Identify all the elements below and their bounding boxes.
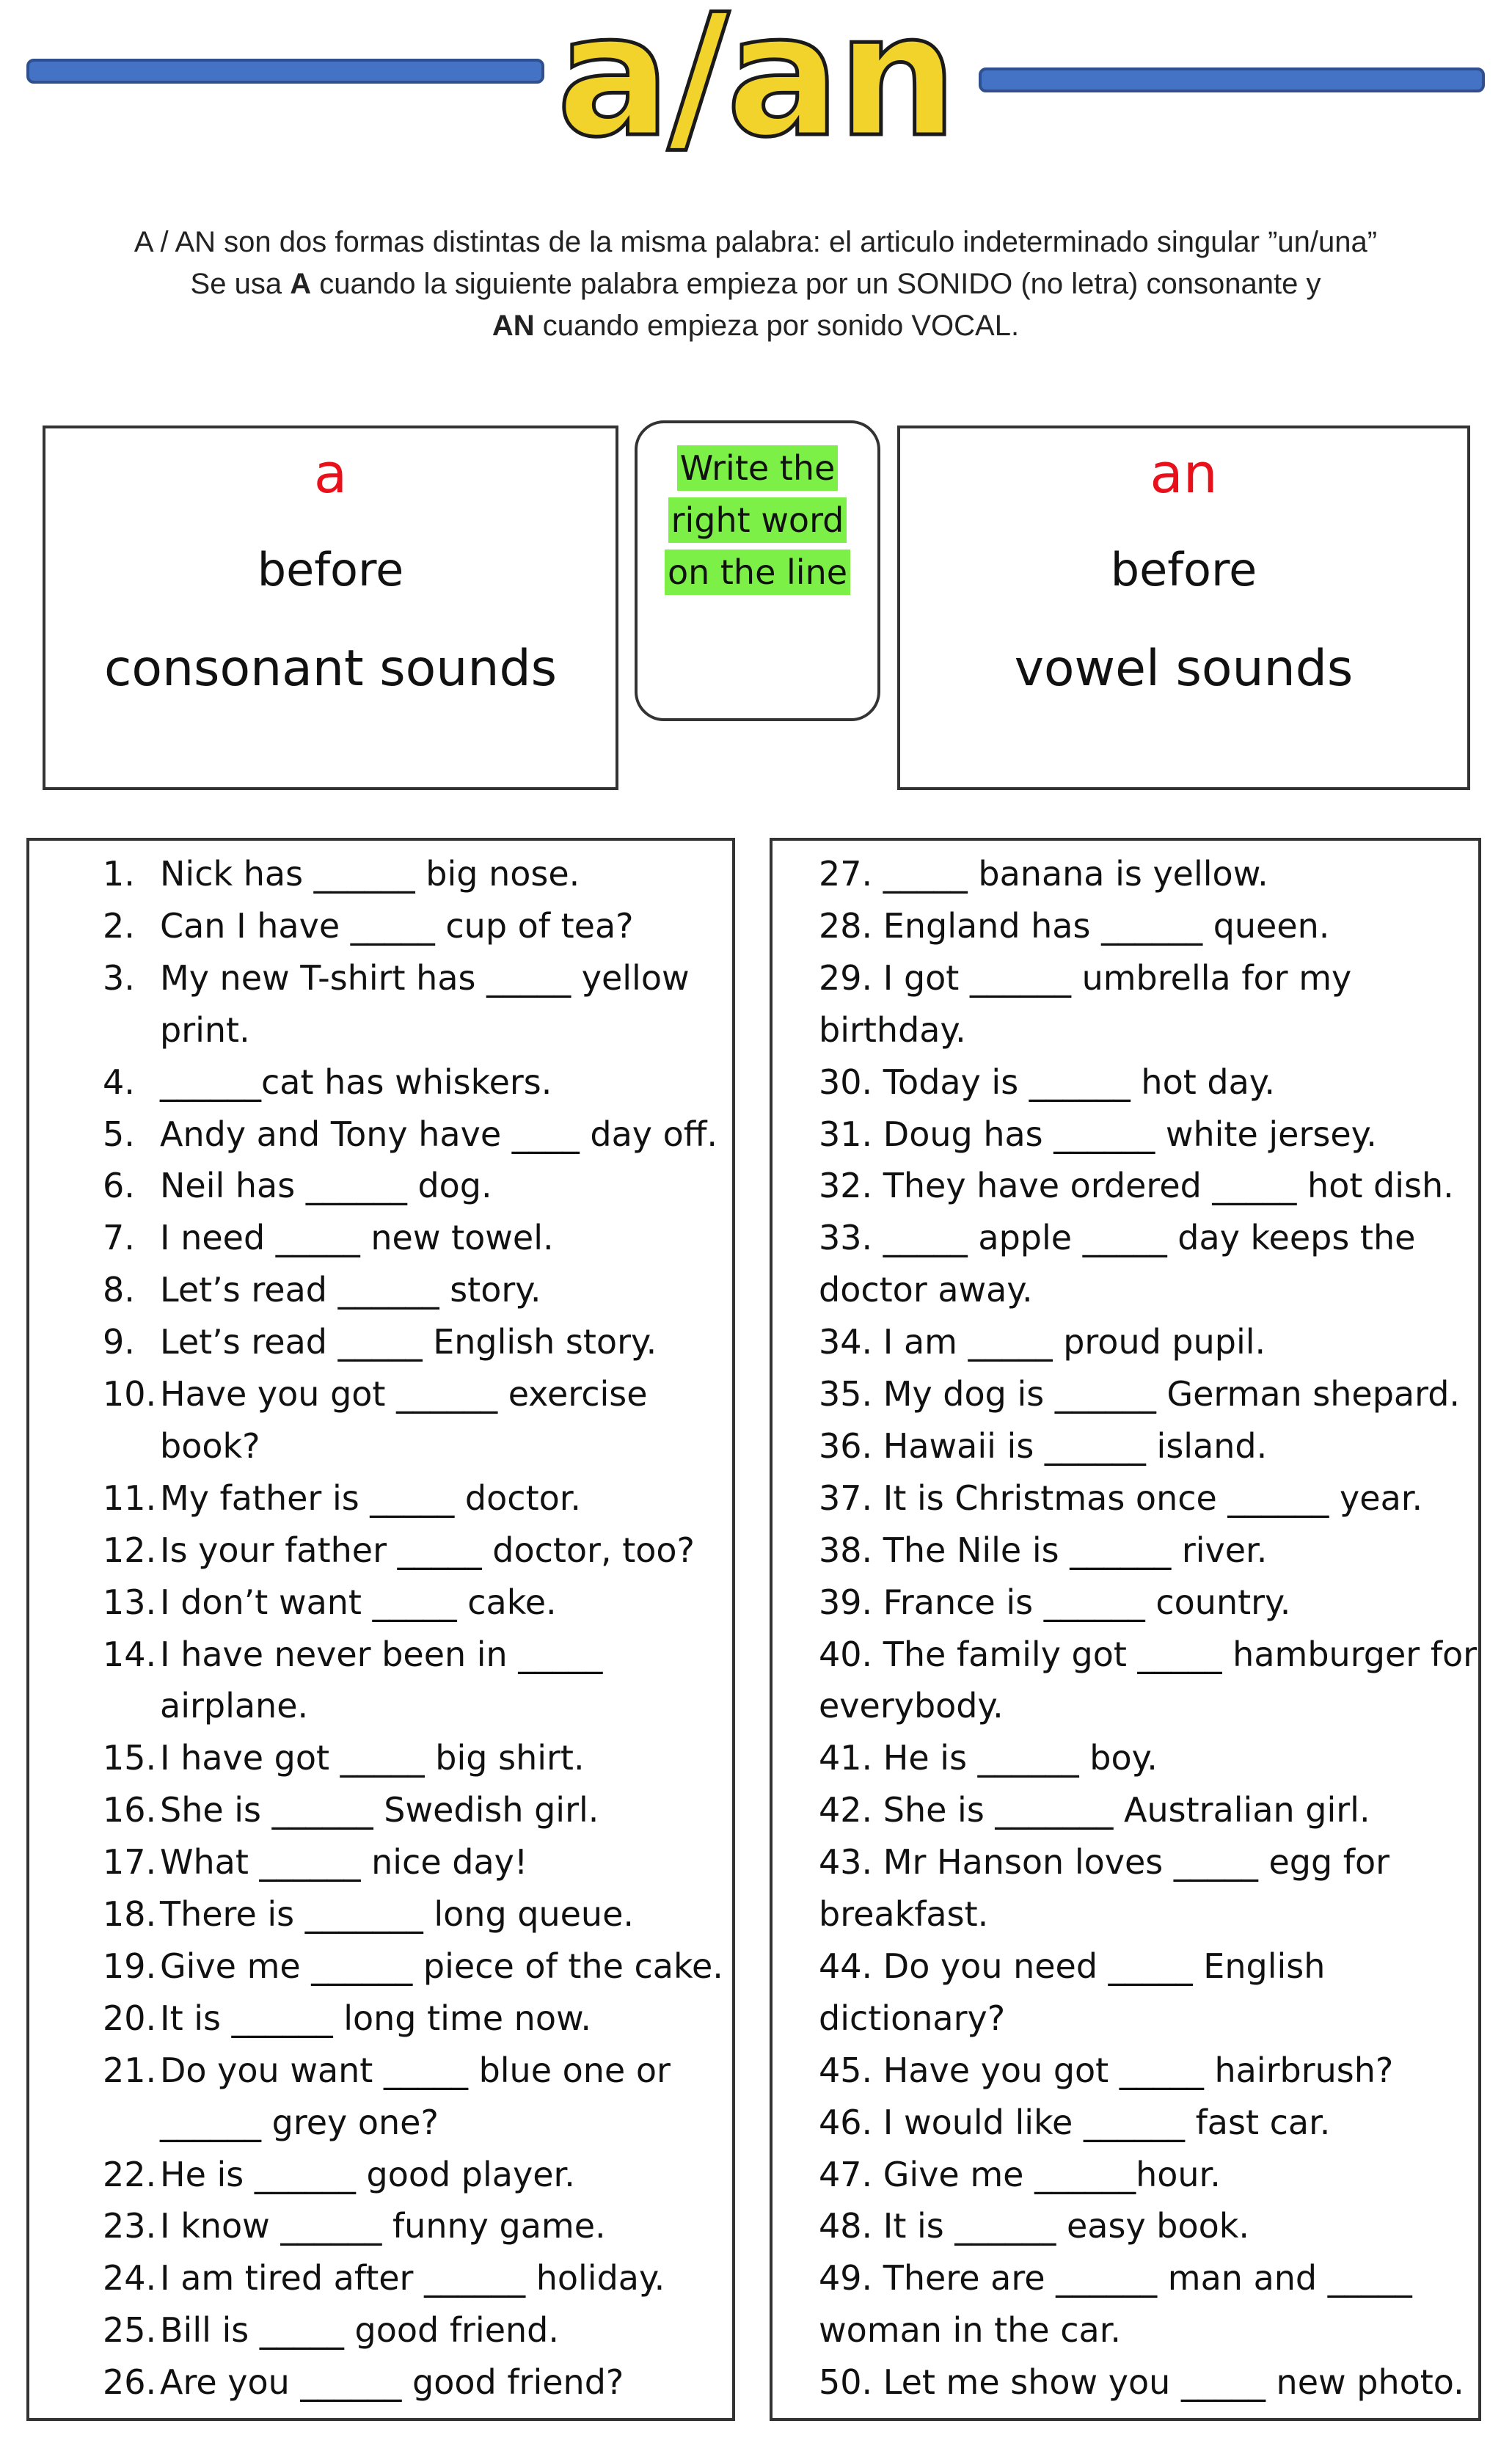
intro-line-2 xyxy=(59,263,1453,305)
exercise-item: 38. The Nile is ______ river. xyxy=(819,1530,1268,1570)
exercise-number: 22. xyxy=(103,2154,157,2194)
exercise-number: 5. xyxy=(103,1114,135,1154)
exercise-number: 21. xyxy=(103,2050,157,2090)
exercise-item: 36. Hawaii is ______ island. xyxy=(819,1425,1268,1466)
exercise-text: Neil has ______ dog. xyxy=(160,1166,492,1206)
rule-an-before: before xyxy=(1110,543,1257,596)
exercise-number: 2. xyxy=(103,905,135,946)
intro-line-2-post: cuando la siguiente palabra empieza por un SONIDO (no letra) consonante y xyxy=(311,268,1321,300)
exercise-item: 50. Let me show you _____ new photo. xyxy=(819,2362,1464,2403)
rule-a-sounds: consonant sounds xyxy=(103,640,558,698)
exercise-number: 7. xyxy=(103,1218,135,1258)
exercise-number: 15. xyxy=(103,1738,157,1778)
exercise-item: 35. My dog is ______ German shepard. xyxy=(819,1374,1461,1414)
rule-box-a xyxy=(43,426,618,790)
rule-a-article: a xyxy=(313,442,348,505)
exercise-item: 37. It is Christmas once ______ year. xyxy=(819,1478,1423,1518)
exercise-number: 24. xyxy=(103,2258,157,2298)
exercise-item: 40. The family got _____ hamburger for xyxy=(819,1634,1478,1674)
exercise-item: doctor away. xyxy=(819,1270,1033,1310)
page-title: a/an xyxy=(556,0,955,175)
exercise-item: 32. They have ordered _____ hot dish. xyxy=(819,1166,1454,1206)
rule-box-an xyxy=(897,426,1470,790)
exercise-text: book? xyxy=(160,1425,260,1466)
exercise-item: 43. Mr Hanson loves _____ egg for xyxy=(819,1842,1390,1883)
intro-line-3-bold: AN xyxy=(492,310,535,342)
exercise-text: Bill is _____ good friend. xyxy=(160,2310,559,2351)
exercise-item: 27. _____ banana is yellow. xyxy=(819,854,1268,894)
exercise-text: What ______ nice day! xyxy=(160,1842,528,1883)
exercise-number: 13. xyxy=(103,1582,157,1622)
instruction-box xyxy=(635,420,880,721)
exercise-text: He is ______ good player. xyxy=(160,2154,575,2194)
exercise-number: 9. xyxy=(103,1322,135,1362)
exercise-text: She is ______ Swedish girl. xyxy=(160,1790,599,1830)
exercise-text: Andy and Tony have ____ day off. xyxy=(160,1114,718,1154)
exercise-panel-left xyxy=(26,838,735,2421)
exercise-number: 6. xyxy=(103,1166,135,1206)
rule-an-sounds: vowel sounds xyxy=(1014,640,1354,698)
exercise-text: I have never been in _____ xyxy=(160,1634,603,1674)
exercise-text: airplane. xyxy=(160,1686,309,1726)
exercise-item: breakfast. xyxy=(819,1894,989,1934)
exercise-text: Give me ______ piece of the cake. xyxy=(160,1946,723,1986)
right-title-bar xyxy=(979,67,1485,92)
exercise-text: I am tired after ______ holiday. xyxy=(160,2258,665,2298)
exercise-item: 41. He is ______ boy. xyxy=(819,1738,1158,1778)
intro-text xyxy=(59,222,1453,347)
exercise-number: 20. xyxy=(103,1998,157,2038)
exercise-number: 19. xyxy=(103,1946,157,1986)
exercise-text: Nick has ______ big nose. xyxy=(160,854,580,894)
exercise-item: 30. Today is ______ hot day. xyxy=(819,1062,1276,1102)
exercise-number: 12. xyxy=(103,1530,157,1570)
exercise-text: Can I have _____ cup of tea? xyxy=(160,905,634,946)
exercise-text: It is ______ long time now. xyxy=(160,1998,591,2038)
exercise-item: 48. It is ______ easy book. xyxy=(819,2206,1250,2246)
exercise-item: 39. France is ______ country. xyxy=(819,1582,1291,1622)
rule-an-article: an xyxy=(1150,442,1218,505)
exercise-item: everybody. xyxy=(819,1686,1004,1726)
exercise-item: dictionary? xyxy=(819,1998,1006,2038)
exercise-item: 31. Doug has ______ white jersey. xyxy=(819,1114,1377,1154)
exercise-item: woman in the car. xyxy=(819,2310,1122,2351)
exercise-number: 14. xyxy=(103,1634,157,1674)
exercise-item: 45. Have you got _____ hairbrush? xyxy=(819,2050,1394,2090)
exercise-number: 18. xyxy=(103,1894,157,1934)
exercise-text: My new T-shirt has _____ yellow xyxy=(160,957,690,998)
intro-line-3-post: cuando empieza por sonido VOCAL. xyxy=(534,310,1020,342)
exercise-number: 26. xyxy=(103,2362,157,2403)
intro-line-1: A / AN son dos formas distintas de la misma palabra: el articulo indeterminado singular ”un/una” xyxy=(134,226,1378,258)
exercise-number: 4. xyxy=(103,1062,135,1102)
exercise-text: print. xyxy=(160,1009,250,1050)
exercise-text: I know ______ funny game. xyxy=(160,2206,606,2246)
intro-line-2-pre: Se usa xyxy=(190,268,291,300)
left-title-bar xyxy=(26,59,544,84)
exercise-text: Are you ______ good friend? xyxy=(160,2362,624,2403)
exercise-panel-right xyxy=(770,838,1481,2421)
exercise-number: 8. xyxy=(103,1270,135,1310)
exercise-number: 23. xyxy=(103,2206,157,2246)
rule-a-before: before xyxy=(257,543,404,596)
exercise-item: 33. _____ apple _____ day keeps the xyxy=(819,1218,1416,1258)
exercise-text: I have got _____ big shirt. xyxy=(160,1738,585,1778)
intro-line-2-bold: A xyxy=(290,268,312,300)
exercise-text: My father is _____ doctor. xyxy=(160,1478,582,1518)
exercise-text: Let’s read ______ story. xyxy=(160,1270,541,1310)
instruction-line-1: Write the xyxy=(677,445,839,491)
instruction-line-3: on the line xyxy=(665,549,850,595)
exercise-item: 49. There are ______ man and _____ xyxy=(819,2258,1412,2298)
exercise-item: 42. She is _______ Australian girl. xyxy=(819,1790,1370,1830)
exercise-text: There is _______ long queue. xyxy=(160,1894,634,1934)
exercise-text: Have you got ______ exercise xyxy=(160,1374,648,1414)
exercise-text: ______ grey one? xyxy=(160,2102,439,2142)
exercise-number: 11. xyxy=(103,1478,157,1518)
instruction-line-2: right word xyxy=(668,497,847,543)
exercise-text: I don’t want _____ cake. xyxy=(160,1582,557,1622)
exercise-number: 1. xyxy=(103,854,135,894)
exercise-item: 29. I got ______ umbrella for my xyxy=(819,957,1352,998)
exercise-item: 44. Do you need _____ English xyxy=(819,1946,1326,1986)
exercise-number: 3. xyxy=(103,957,135,998)
exercise-number: 10. xyxy=(103,1374,157,1414)
exercise-number: 16. xyxy=(103,1790,157,1830)
exercise-item: birthday. xyxy=(819,1009,966,1050)
intro-line-3 xyxy=(59,305,1453,347)
exercise-text: ______cat has whiskers. xyxy=(160,1062,552,1102)
exercise-text: Is your father _____ doctor, too? xyxy=(160,1530,695,1570)
exercise-text: Do you want _____ blue one or xyxy=(160,2050,671,2090)
exercise-text: I need _____ new towel. xyxy=(160,1218,554,1258)
exercise-item: 46. I would like ______ fast car. xyxy=(819,2102,1331,2142)
exercise-text: Let’s read _____ English story. xyxy=(160,1322,657,1362)
exercise-item: 34. I am _____ proud pupil. xyxy=(819,1322,1266,1362)
exercise-number: 25. xyxy=(103,2310,157,2351)
exercise-item: 28. England has ______ queen. xyxy=(819,905,1330,946)
exercise-item: 47. Give me ______hour. xyxy=(819,2154,1221,2194)
exercise-number: 17. xyxy=(103,1842,157,1883)
